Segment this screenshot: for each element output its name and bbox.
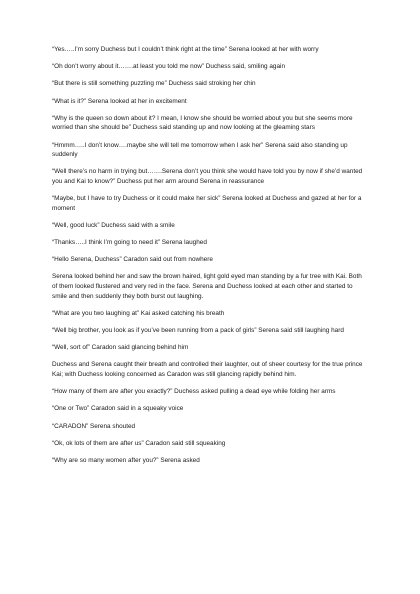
paragraph-7: “Well there’s no harm in trying but…….Serena don’t you think she would have told you by now if she’d wanted you and Kai to know?” Duchess put her arm around Serena in reassurance	[52, 168, 363, 185]
paragraph-4: “What is it?” Serena looked at her in excitement	[52, 97, 187, 105]
paragraph-16: Duchess and Serena caught their breath and controlled their laughter, out of sheer courtesy for the true prince Kai; with Duchess looking concerned as Caradon was still glancing rapidly behind him.	[52, 361, 363, 378]
paragraph-13: “What are you two laughing at” Kai asked catching his breath	[52, 309, 225, 317]
paragraph-18: “One or Two” Caradon said in a squeaky voice	[52, 405, 184, 413]
paragraph-15: “Well, sort of” Caradon said glancing behind him	[52, 344, 189, 352]
paragraph-17: “How many of them are after you exactly?” Duchess asked pulling a dead eye while folding her arms	[52, 388, 336, 396]
paragraph-11: “Hello Serena, Duchess” Caradon said out from nowhere	[52, 256, 213, 264]
paragraph-10: “Thanks…..I think I’m going to need it” Serena laughed	[52, 239, 207, 247]
paragraph-1: “Yes…..I’m sorry Duchess but I couldn’t think right at the time” Serena looked at her with worry	[52, 46, 319, 53]
paragraph-14: “Well big brother, you look as if you’ve been running from a pack of girls” Serena said still laughing hard	[52, 327, 344, 334]
paragraph-6: “Hmmm…..I don’t know….maybe she will tell me tomorrow when I ask her” Serena said also standing up suddenly	[52, 141, 348, 159]
paragraph-3: “But there is still something puzzling me” Duchess said stroking her chin	[52, 80, 256, 88]
paragraph-2: “Oh don’t worry about it…….at least you told me now” Duchess said, smiling again	[52, 63, 286, 71]
paragraph-12: Serena looked behind her and saw the brown haired, light gold eyed man standing by a fur tree with Kai. Both of them looked flustered and very red in the face. Serena and Duchess looked at each other and started to smile and then suddenly they both burst out laughing.	[52, 273, 362, 300]
paragraph-8: “Maybe, but I have to try Duchess or it could make her sick” Serena looked at Duchess and gazed at her for a moment	[52, 195, 362, 212]
paragraph-9: “Well, good luck” Duchess said with a smile	[52, 221, 175, 229]
paragraph-20: “Ok, ok lots of them are after us” Caradon said still squeaking	[52, 439, 226, 447]
paragraph-19: “CARADON” Serena shouted	[52, 422, 136, 430]
paragraph-21: “Why are so many women after you?” Serena asked	[52, 456, 200, 464]
paragraph-5: “Why is the queen so down about it? I mean, I know she should be worried about you but she seems more worried than she should be” Duchess said standing up and now looking at the gleaming stars	[52, 114, 353, 132]
